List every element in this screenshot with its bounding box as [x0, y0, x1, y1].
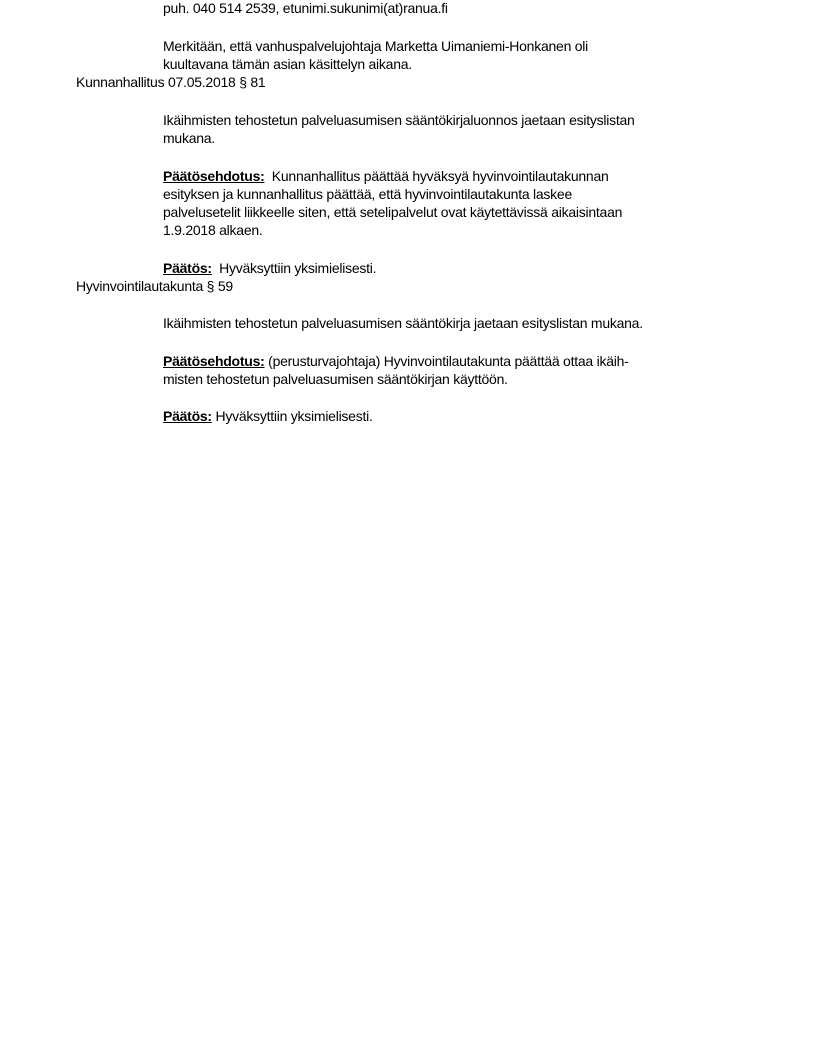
proposal-label: Päätösehdotus:: [163, 353, 265, 369]
proposal-line: esityksen ja kunnanhallitus päättää, että hyvinvointilautakunta laskee: [163, 186, 572, 202]
intro-line: Ikäihmisten tehostetun palveluasumisen sääntökirja jaetaan esityslistan mukana.: [163, 315, 643, 331]
intro-line: mukana.: [163, 130, 215, 146]
decision-label: Päätös:: [163, 408, 212, 424]
decision-line: [163, 407, 373, 425]
decision-text: Hyväksyttiin yksimielisesti.: [219, 260, 377, 276]
proposal-text: Kunnanhallitus päättää hyväksyä hyvinvointilautakunnan: [271, 168, 609, 184]
note-line: Merkitään, että vanhuspalvelujohtaja Marketta Uimaniemi-Honkanen oli: [163, 38, 589, 54]
intro-line: Ikäihmisten tehostetun palveluasumisen sääntökirjaluonnos jaetaan esityslistan: [163, 112, 635, 128]
proposal-line: misten tehostetun palveluasumisen sääntökirjan käyttöön.: [163, 371, 508, 387]
section-heading: Hyvinvointilautakunta § 59: [76, 278, 233, 294]
note-line: kuultavana tämän asian käsittelyn aikana.: [163, 56, 412, 72]
decision-line: [163, 259, 376, 277]
contact-line: puh. 040 514 2539, etunimi.sukunimi(at)ranua.fi: [163, 0, 448, 16]
proposal-label: Päätösehdotus:: [163, 168, 265, 184]
proposal-line: [163, 167, 609, 185]
decision-label: Päätös:: [163, 260, 212, 276]
decision-text: Hyväksyttiin yksimielisesti.: [215, 408, 373, 424]
proposal-line: [163, 352, 629, 370]
proposal-line: palvelusetelit liikkeelle siten, että setelipalvelut ovat käytettävissä aikaisintaan: [163, 204, 623, 220]
section-heading: Kunnanhallitus 07.05.2018 § 81: [76, 74, 266, 90]
proposal-text: (perusturvajohtaja) Hyvinvointilautakunta päättää ottaa ikäih-: [268, 353, 629, 369]
proposal-line: 1.9.2018 alkaen.: [163, 222, 263, 238]
